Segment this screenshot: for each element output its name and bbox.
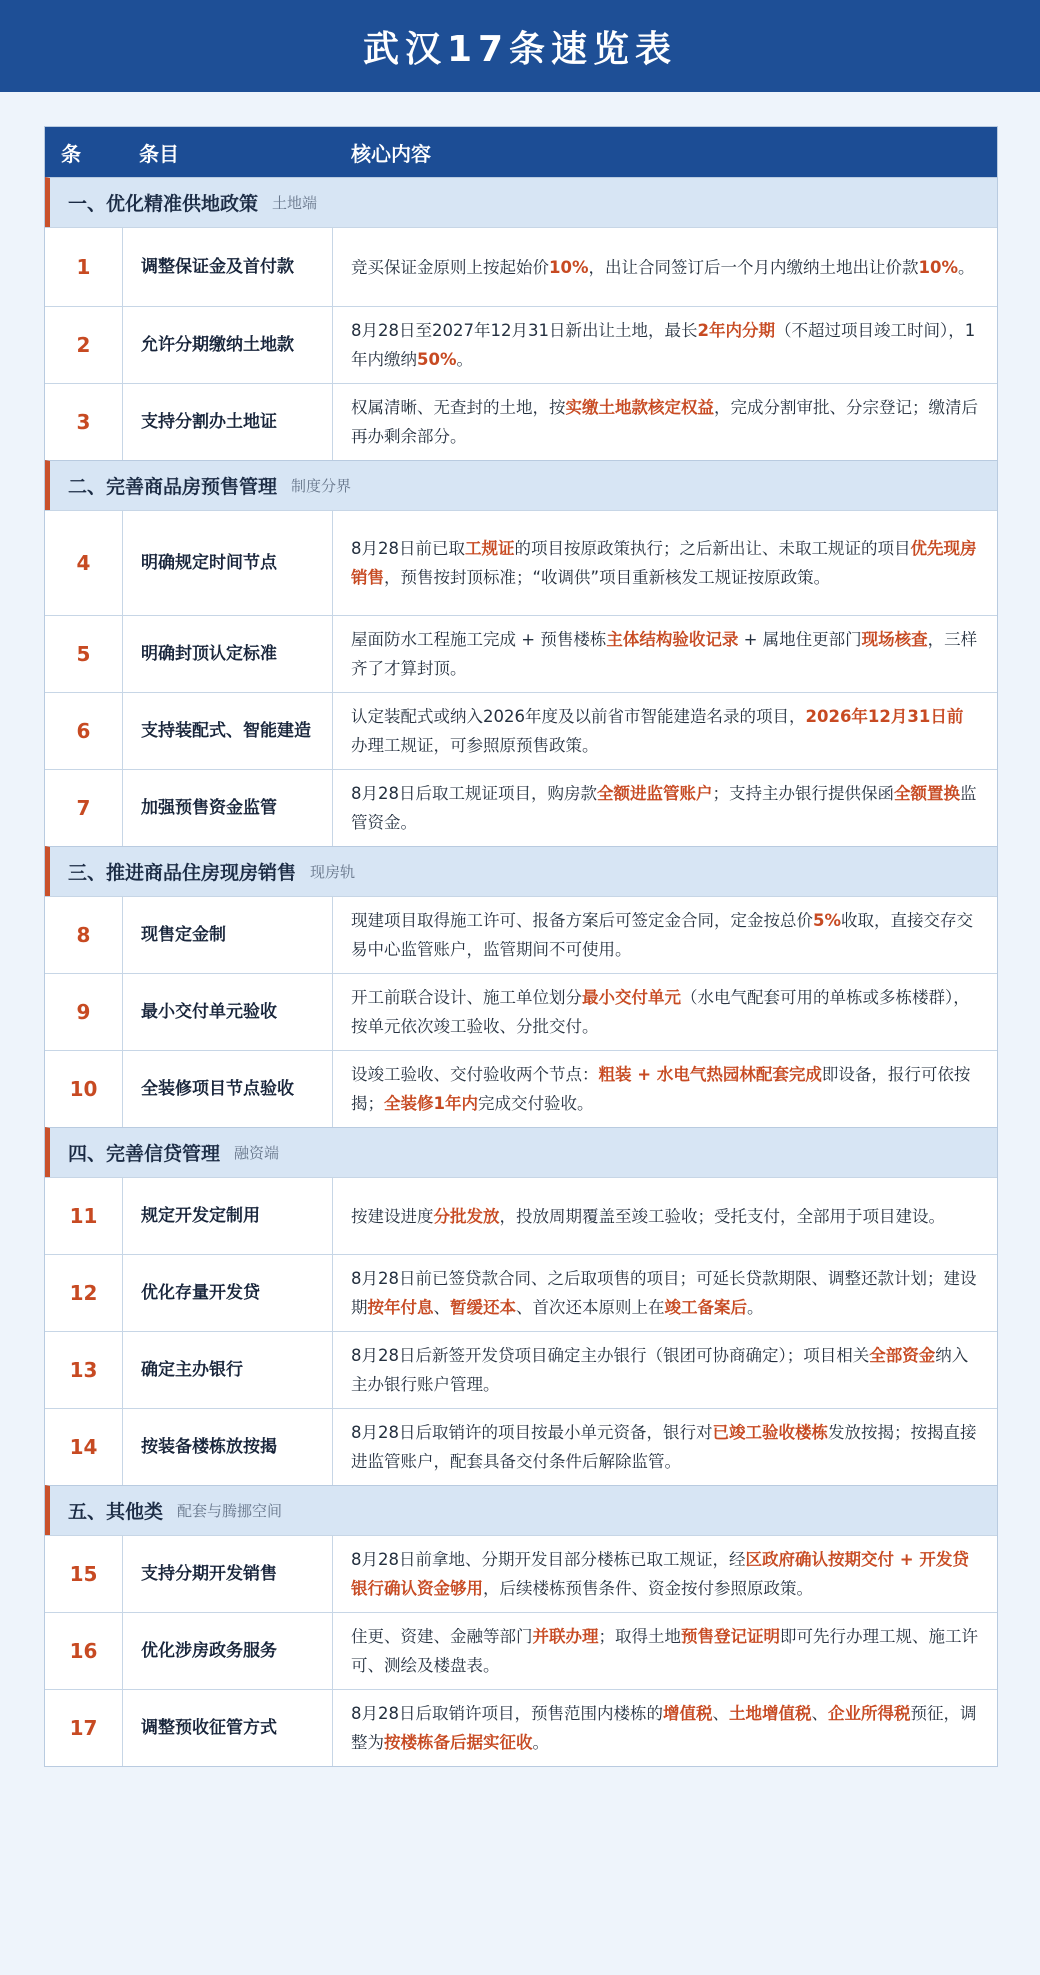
row-item: 确定主办银行 — [123, 1332, 333, 1408]
highlight-text: 全装修1年内 — [384, 1094, 478, 1113]
highlight-text: 分批发放 — [433, 1206, 500, 1226]
row-content — [333, 897, 997, 973]
content-text: 权属清晰、无查封的土地，按 — [351, 398, 566, 417]
row-number: 17 — [45, 1690, 123, 1766]
content-text: 。 — [958, 257, 975, 277]
table-row — [45, 1331, 997, 1408]
highlight-text: 全额进监管账户 — [597, 784, 713, 803]
content-text: 8月28日至2027年12月31日新出让土地，最长 — [351, 321, 698, 340]
section-title: 三、推进商品住房现房销售 — [68, 862, 297, 884]
content-text: 。 — [456, 350, 473, 369]
content-text: + 属地住更部门 — [738, 630, 862, 649]
table-row — [45, 1177, 997, 1254]
content-text: ，三样齐了才算封顶。 — [351, 630, 978, 678]
content-text: ，出让合同签订后一个月内缴纳土地出让价款 — [588, 257, 919, 277]
section-header — [45, 1485, 997, 1535]
row-content — [333, 1332, 997, 1408]
row-number: 9 — [45, 974, 123, 1050]
row-item: 规定开发定制用 — [123, 1178, 333, 1254]
highlight-text: 10% — [549, 257, 589, 277]
row-content — [333, 511, 997, 615]
highlight-text: 预售登记证明 — [681, 1627, 780, 1646]
row-number: 6 — [45, 693, 123, 769]
row-content — [333, 1613, 997, 1689]
row-content — [333, 1409, 997, 1485]
content-text: 8月28日前已签贷款合同、之后取项售的项目；可延长贷款期限、调整还款计划；建设期 — [351, 1269, 977, 1317]
table-row — [45, 1535, 997, 1612]
highlight-text: 全额置换 — [894, 784, 960, 803]
highlight-text: 竣工备案后 — [664, 1298, 747, 1317]
row-item: 优化存量开发贷 — [123, 1255, 333, 1331]
row-item: 允许分期缴纳土地款 — [123, 307, 333, 383]
content-text: 开工前联合设计、施工单位划分 — [351, 988, 582, 1007]
content-text: 、 — [811, 1704, 828, 1723]
row-content — [333, 307, 997, 383]
section-subtitle: 配套与腾挪空间 — [177, 1502, 283, 1520]
section-title: 一、优化精准供地政策 — [68, 193, 259, 215]
highlight-text: 粗装 + 水电气热园林配套完成 — [598, 1065, 822, 1084]
row-content — [333, 228, 997, 306]
highlight-text: 增值税 — [663, 1704, 713, 1723]
row-item: 现售定金制 — [123, 897, 333, 973]
row-content — [333, 1051, 997, 1127]
content-text: 、 — [433, 1298, 450, 1317]
content-text: 住更、资建、金融等部门 — [351, 1627, 533, 1646]
highlight-text: 土地增值税 — [729, 1704, 812, 1723]
table-row — [45, 615, 997, 692]
highlight-text: 已竣工验收楼栋 — [712, 1423, 828, 1442]
row-number: 7 — [45, 770, 123, 846]
highlight-text: 最小交付单元 — [582, 988, 681, 1007]
content-text: 8月28日前已取 — [351, 539, 465, 558]
highlight-text: 主体结构验收记录 — [606, 630, 739, 649]
section-subtitle: 融资端 — [234, 1144, 280, 1162]
content-text: 设竣工验收、交付验收两个节点： — [351, 1065, 599, 1084]
highlight-text: 全部资金 — [869, 1346, 936, 1365]
row-number: 16 — [45, 1613, 123, 1689]
row-content — [333, 1536, 997, 1612]
section-header — [45, 460, 997, 510]
content-text: 。 — [747, 1298, 764, 1317]
content-text: 竞买保证金原则上按起始价 — [351, 257, 549, 277]
content-text: 屋面防水工程施工完成 + 预售楼栋 — [351, 630, 607, 649]
row-number: 2 — [45, 307, 123, 383]
row-item: 明确规定时间节点 — [123, 511, 333, 615]
table-row — [45, 1689, 997, 1766]
row-content — [333, 616, 997, 692]
content-text: 的项目按原政策执行；之后新出让、未取工规证的项目 — [514, 539, 911, 558]
content-text: 、 — [712, 1704, 729, 1723]
row-item: 调整预收征管方式 — [123, 1690, 333, 1766]
row-number: 12 — [45, 1255, 123, 1331]
policy-table — [44, 126, 998, 1767]
content-text: （水电气配套可用的单栋或多栋楼群），按单元依次竣工验收、分批交付。 — [351, 988, 970, 1036]
content-text: 认定装配式或纳入2026年度及以前省市智能建造名录的项目， — [351, 707, 806, 726]
content-text: ，预售按封顶标准；“收调供”项目重新核发工规证按原政策。 — [384, 568, 831, 587]
table-row — [45, 1612, 997, 1689]
section-header — [45, 1127, 997, 1177]
header-content: 核心内容 — [351, 141, 431, 166]
content-text: 收取，直接交存交易中心监管账户，监管期间不可使用。 — [351, 911, 974, 959]
content-text: 监管资金。 — [351, 784, 977, 832]
row-content — [333, 693, 997, 769]
highlight-text: 5% — [813, 911, 842, 930]
row-item: 加强预售资金监管 — [123, 770, 333, 846]
table-row — [45, 769, 997, 846]
header-item: 条目 — [139, 141, 179, 166]
highlight-text: 10% — [918, 257, 958, 277]
content-text: 8月28日后取工规证项目，购房款 — [351, 784, 597, 803]
table-row — [45, 1408, 997, 1485]
section-title: 五、其他类 — [68, 1501, 164, 1523]
row-number: 1 — [45, 228, 123, 306]
content-text: 即可先行办理工规、施工许可、测绘及楼盘表。 — [351, 1627, 978, 1675]
table-row — [45, 1254, 997, 1331]
header-num: 条 — [61, 141, 81, 166]
highlight-text: 2026年12月31日前 — [805, 707, 964, 726]
highlight-text: 区政府确认按期交付 + 开发贷银行确认资金够用 — [351, 1550, 969, 1598]
highlight-text: 企业所得税 — [828, 1704, 911, 1723]
table-row — [45, 227, 997, 306]
content-text: 。 — [532, 1733, 549, 1752]
content-text: 发放按揭；按揭直接进监管账户，配套具备交付条件后解除监管。 — [351, 1423, 977, 1471]
row-number: 13 — [45, 1332, 123, 1408]
row-content — [333, 1255, 997, 1331]
table-row — [45, 896, 997, 973]
row-item: 支持装配式、智能建造 — [123, 693, 333, 769]
content-text: 纳入主办银行账户管理。 — [351, 1346, 969, 1394]
section-subtitle: 现房轨 — [310, 863, 356, 881]
highlight-text: 暂缓还本 — [450, 1298, 516, 1317]
highlight-text: 实缴土地款核定权益 — [565, 398, 714, 417]
row-content — [333, 1178, 997, 1254]
highlight-text: 按年付息 — [367, 1298, 434, 1317]
content-text: ，投放周期覆盖至竣工验收；受托支付，全部用于项目建设。 — [499, 1206, 945, 1226]
table-row — [45, 510, 997, 615]
table-row — [45, 692, 997, 769]
row-item: 调整保证金及首付款 — [123, 228, 333, 306]
highlight-text: 现场核查 — [861, 630, 928, 649]
content-text: ；取得土地 — [598, 1627, 681, 1646]
row-item: 最小交付单元验收 — [123, 974, 333, 1050]
table-row — [45, 383, 997, 460]
row-number: 8 — [45, 897, 123, 973]
page-title: 武汉17条速览表 — [362, 28, 678, 70]
row-item: 按装备楼栋放按揭 — [123, 1409, 333, 1485]
row-item: 支持分割办土地证 — [123, 384, 333, 460]
content-text: 即设备，报行可依按揭； — [351, 1065, 971, 1113]
content-text: ，后续楼栋预售条件、资金按付参照原政策。 — [483, 1579, 813, 1598]
row-content — [333, 974, 997, 1050]
highlight-text: 优先现房销售 — [351, 539, 977, 587]
row-number: 11 — [45, 1178, 123, 1254]
row-content — [333, 770, 997, 846]
row-number: 10 — [45, 1051, 123, 1127]
row-number: 3 — [45, 384, 123, 460]
content-text: 现建项目取得施工许可、报备方案后可签定金合同，定金按总价 — [351, 911, 813, 930]
row-item: 支持分期开发销售 — [123, 1536, 333, 1612]
content-text: 办理工规证，可参照原预售政策。 — [351, 736, 599, 755]
highlight-text: 50% — [417, 350, 457, 369]
content-text: 、首次还本原则上在 — [516, 1298, 665, 1317]
content-text: 8月28日前拿地、分期开发目部分楼栋已取工规证，经 — [351, 1550, 746, 1569]
content-text: ，完成分割审批、分宗登记；缴清后再办剩余部分。 — [351, 398, 978, 446]
section-header — [45, 846, 997, 896]
table-body — [45, 177, 997, 1766]
row-item: 优化涉房政务服务 — [123, 1613, 333, 1689]
content-text: 完成交付验收。 — [477, 1094, 594, 1113]
row-item: 全装修项目节点验收 — [123, 1051, 333, 1127]
content-text: （不超过项目竣工时间），1年内缴纳 — [351, 321, 976, 369]
content-text: 8月28日后取销许的项目按最小单元资备，银行对 — [351, 1423, 713, 1442]
highlight-text: 按楼栋备后据实征收 — [384, 1733, 533, 1752]
highlight-text: 2年内分期 — [697, 321, 775, 340]
row-number: 5 — [45, 616, 123, 692]
table-row — [45, 306, 997, 383]
table-row — [45, 973, 997, 1050]
highlight-text: 并联办理 — [532, 1627, 599, 1646]
section-subtitle: 土地端 — [272, 194, 318, 212]
section-subtitle: 制度分界 — [291, 477, 352, 495]
section-header — [45, 177, 997, 227]
content-text: ；支持主办银行提供保函 — [712, 784, 894, 803]
page-title-banner — [0, 0, 1040, 92]
row-content — [333, 1690, 997, 1766]
section-title: 二、完善商品房预售管理 — [68, 476, 278, 498]
row-content — [333, 384, 997, 460]
row-number: 14 — [45, 1409, 123, 1485]
row-number: 15 — [45, 1536, 123, 1612]
table-row — [45, 1050, 997, 1127]
row-number: 4 — [45, 511, 123, 615]
content-text: 按建设进度 — [351, 1206, 434, 1226]
content-text: 8月28日后取销许项目，预售范围内楼栋的 — [351, 1704, 663, 1723]
section-title: 四、完善信贷管理 — [68, 1143, 221, 1165]
content-text: 预征，调整为 — [351, 1704, 977, 1752]
highlight-text: 工规证 — [465, 539, 515, 558]
content-text: 8月28日后新签开发贷项目确定主办银行（银团可协商确定）；项目相关 — [351, 1346, 870, 1365]
row-item: 明确封顶认定标准 — [123, 616, 333, 692]
table-header — [45, 127, 997, 177]
